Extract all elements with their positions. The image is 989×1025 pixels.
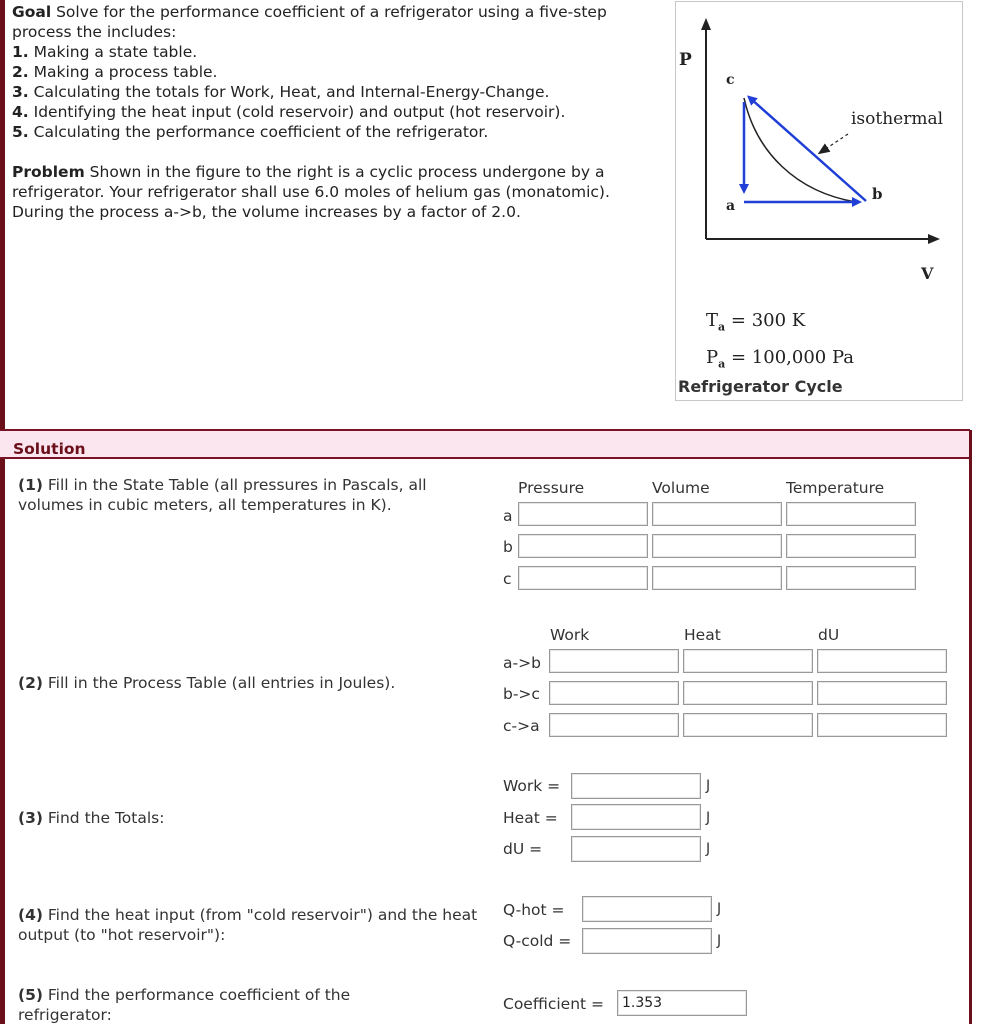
step-5-text <box>18 985 438 1025</box>
total-work-unit: J <box>706 778 711 794</box>
pa-symbol: P <box>706 347 719 368</box>
step-4-text <box>18 905 488 945</box>
step-num: 3. <box>12 83 29 101</box>
step-num: 5. <box>12 123 29 141</box>
ta-symbol: T <box>706 310 719 331</box>
step-4-desc: Find the heat input (from "cold reservoir") and the heat output (to "hot reservoir"): <box>18 906 478 944</box>
row-label-ca: c->a <box>503 717 540 735</box>
du-bc-input[interactable] <box>817 681 947 705</box>
pressure-a-input[interactable] <box>518 502 648 526</box>
row-label-b: b <box>503 538 513 556</box>
work-ca-input[interactable] <box>549 713 679 737</box>
heat-bc-input[interactable] <box>683 681 813 705</box>
goal-step: Identifying the heat input (cold reservoir) and output (hot reservoir). <box>33 103 566 121</box>
q-hot-label: Q-hot = <box>503 901 565 919</box>
step-4-num: (4) <box>18 906 43 924</box>
step-2-num: (2) <box>18 674 43 692</box>
solution-title: Solution <box>13 440 86 458</box>
total-work-label: Work = <box>503 777 561 795</box>
col-du: dU <box>818 626 840 644</box>
total-heat-unit: J <box>706 810 711 826</box>
step-3-num: (3) <box>18 809 43 827</box>
step-3-text <box>18 808 488 828</box>
pv-diagram-figure <box>675 1 963 401</box>
step-1-desc: Fill in the State Table (all pressures in Pascals, all volumes in cubic meters, all temperatures in K). <box>18 476 427 514</box>
total-heat-label: Heat = <box>503 809 558 827</box>
work-ab-input[interactable] <box>549 649 679 673</box>
volume-b-input[interactable] <box>652 534 782 558</box>
temperature-c-input[interactable] <box>786 566 916 590</box>
pressure-a-label <box>706 347 854 371</box>
point-b-label: b <box>872 185 883 203</box>
du-ca-input[interactable] <box>817 713 947 737</box>
problem-text-2: moles of helium gas (monatomic). During the process a->b, the volume increases by a factor of <box>12 183 610 221</box>
total-du-label: dU = <box>503 840 543 858</box>
q-cold-unit: J <box>717 933 722 949</box>
problem-text <box>12 162 662 222</box>
row-label-ab: a->b <box>503 654 541 672</box>
goal-step: Making a process table. <box>33 63 218 81</box>
right-border <box>969 430 972 1024</box>
q-hot-input[interactable] <box>582 896 712 922</box>
goal-step: Calculating the totals for Work, Heat, and Internal-Energy-Change. <box>33 83 550 101</box>
left-border <box>0 459 5 1024</box>
coefficient-label: Coefficient = <box>503 995 605 1013</box>
col-temperature: Temperature <box>786 479 885 497</box>
work-bc-input[interactable] <box>549 681 679 705</box>
ta-value: = 300 K <box>730 310 806 331</box>
pv-diagram <box>676 2 962 400</box>
temperature-a-input[interactable] <box>786 502 916 526</box>
isothermal-curve <box>744 98 856 202</box>
total-work-input[interactable] <box>571 773 701 799</box>
volume-a-input[interactable] <box>652 502 782 526</box>
v-axis-label: V <box>921 264 934 283</box>
pa-subscript: a <box>718 357 726 371</box>
isothermal-label: isothermal <box>851 109 944 129</box>
problem-moles: 6.0 <box>314 183 340 201</box>
problem-factor: 2.0 <box>491 203 516 221</box>
total-heat-input[interactable] <box>571 804 701 830</box>
pressure-c-input[interactable] <box>518 566 648 590</box>
col-volume: Volume <box>652 479 710 497</box>
problem-text-1: Shown in the figure to the right is a cyclic process undergone by a refrigerator. Your refrigerator shall use <box>12 163 605 201</box>
problem-text-3: . <box>515 203 521 221</box>
row-label-a: a <box>503 507 513 525</box>
problem-label: Problem <box>12 163 85 181</box>
row-label-bc: b->c <box>503 685 540 703</box>
du-ab-input[interactable] <box>817 649 947 673</box>
q-hot-unit: J <box>717 901 722 917</box>
solution-header <box>0 429 970 459</box>
goal-section <box>12 2 662 222</box>
point-a-label: a <box>726 198 736 214</box>
col-work: Work <box>550 626 590 644</box>
pa-value: = 100,000 Pa <box>731 347 854 368</box>
col-heat: Heat <box>684 626 721 644</box>
step-5-desc: Find the performance coefficient of the refrigerator: <box>18 986 351 1024</box>
col-pressure: Pressure <box>518 479 585 497</box>
isothermal-pointer <box>821 134 848 152</box>
temperature-a-label <box>706 310 805 334</box>
goal-step: Calculating the performance coefficient of the refrigerator. <box>33 123 489 141</box>
q-cold-label: Q-cold = <box>503 932 572 950</box>
goal-label: Goal <box>12 3 52 21</box>
pressure-b-input[interactable] <box>518 534 648 558</box>
step-num: 2. <box>12 63 29 81</box>
coefficient-input[interactable] <box>617 990 747 1016</box>
ta-subscript: a <box>718 320 726 334</box>
heat-ca-input[interactable] <box>683 713 813 737</box>
step-1-text <box>18 475 488 515</box>
heat-ab-input[interactable] <box>683 649 813 673</box>
goal-text: Solve for the performance coefficient of a refrigerator using a five-step process the includes: <box>12 3 607 41</box>
temperature-b-input[interactable] <box>786 534 916 558</box>
row-label-c: c <box>503 570 512 588</box>
goal-step: Making a state table. <box>33 43 198 61</box>
step-3-desc: Find the Totals: <box>47 809 165 827</box>
step-5-num: (5) <box>18 986 43 1004</box>
p-axis-label: P <box>679 50 692 70</box>
q-cold-input[interactable] <box>582 928 712 954</box>
step-1-num: (1) <box>18 476 43 494</box>
step-2-text <box>18 673 488 693</box>
step-num: 1. <box>12 43 29 61</box>
total-du-unit: J <box>706 841 711 857</box>
step-num: 4. <box>12 103 29 121</box>
point-c-label: c <box>726 72 735 88</box>
volume-c-input[interactable] <box>652 566 782 590</box>
step-2-desc: Fill in the Process Table (all entries in Joules). <box>47 674 396 692</box>
total-du-input[interactable] <box>571 836 701 862</box>
figure-caption: Refrigerator Cycle <box>678 377 843 396</box>
